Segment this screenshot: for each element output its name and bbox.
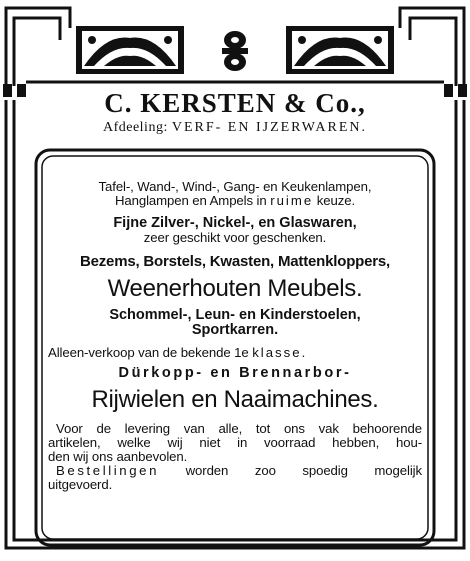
exclusive-emphasis: klasse.	[252, 345, 308, 361]
center-ornament	[222, 31, 248, 71]
left-ornament-panel	[76, 26, 184, 74]
silver-line-1: Fijne Zilver-, Nickel-, en Glaswaren,	[113, 214, 357, 231]
lamps-line-2-text: Hanglampen en Ampels in	[114, 192, 267, 208]
lamps-line-2-end: keuze.	[316, 192, 356, 208]
orders-line-1	[56, 464, 422, 478]
delivery-line-2: artikelen, welke wij niet in voorraad hebben, hou-	[48, 435, 422, 451]
lamps-emphasis: ruime	[270, 192, 314, 208]
exclusive-text: Alleen-verkoop van de bekende 1e	[48, 345, 249, 361]
chairs-line-2: Sportkarren.	[191, 321, 279, 338]
department-line	[0, 120, 470, 136]
brands-line: Dürkopp- en Brennarbor-	[118, 365, 352, 382]
chairs-line-1: Schommel-, Leun- en Kinderstoelen,	[109, 306, 361, 323]
department-label: Afdeeling:	[102, 120, 168, 135]
furniture-heading: Weenerhouten Meubels.	[107, 274, 363, 302]
lamps-line-1: Tafel-, Wand-, Wind-, Gang- en Keukenlampen,	[98, 179, 372, 194]
bicycles-heading: Rijwielen en Naaimachines.	[91, 386, 379, 414]
company-name: C. KERSTEN & Co.,	[104, 88, 366, 118]
orders-emphasis: Bestellingen	[56, 463, 160, 479]
delivery-line-1: Voor de levering van alle, tot ons vak behoorende	[56, 421, 422, 437]
department-value: VERF- EN IJZERWAREN.	[171, 120, 368, 135]
lamps-line-2	[36, 194, 434, 208]
advertisement-body	[36, 168, 434, 492]
brushes-line: Bezems, Borstels, Kwasten, Mattenkloppers,	[79, 252, 391, 270]
exclusive-line	[36, 346, 434, 360]
silver-line-2: zeer geschikt voor geschenken.	[143, 229, 327, 245]
orders-line-2: uitgevoerd.	[48, 476, 113, 492]
delivery-paragraph	[36, 422, 434, 491]
orders-text: worden zoo spoedig mogelijk	[185, 463, 422, 479]
right-ornament-panel	[286, 26, 394, 74]
delivery-line-3: den wij ons aanbevolen.	[48, 449, 188, 465]
